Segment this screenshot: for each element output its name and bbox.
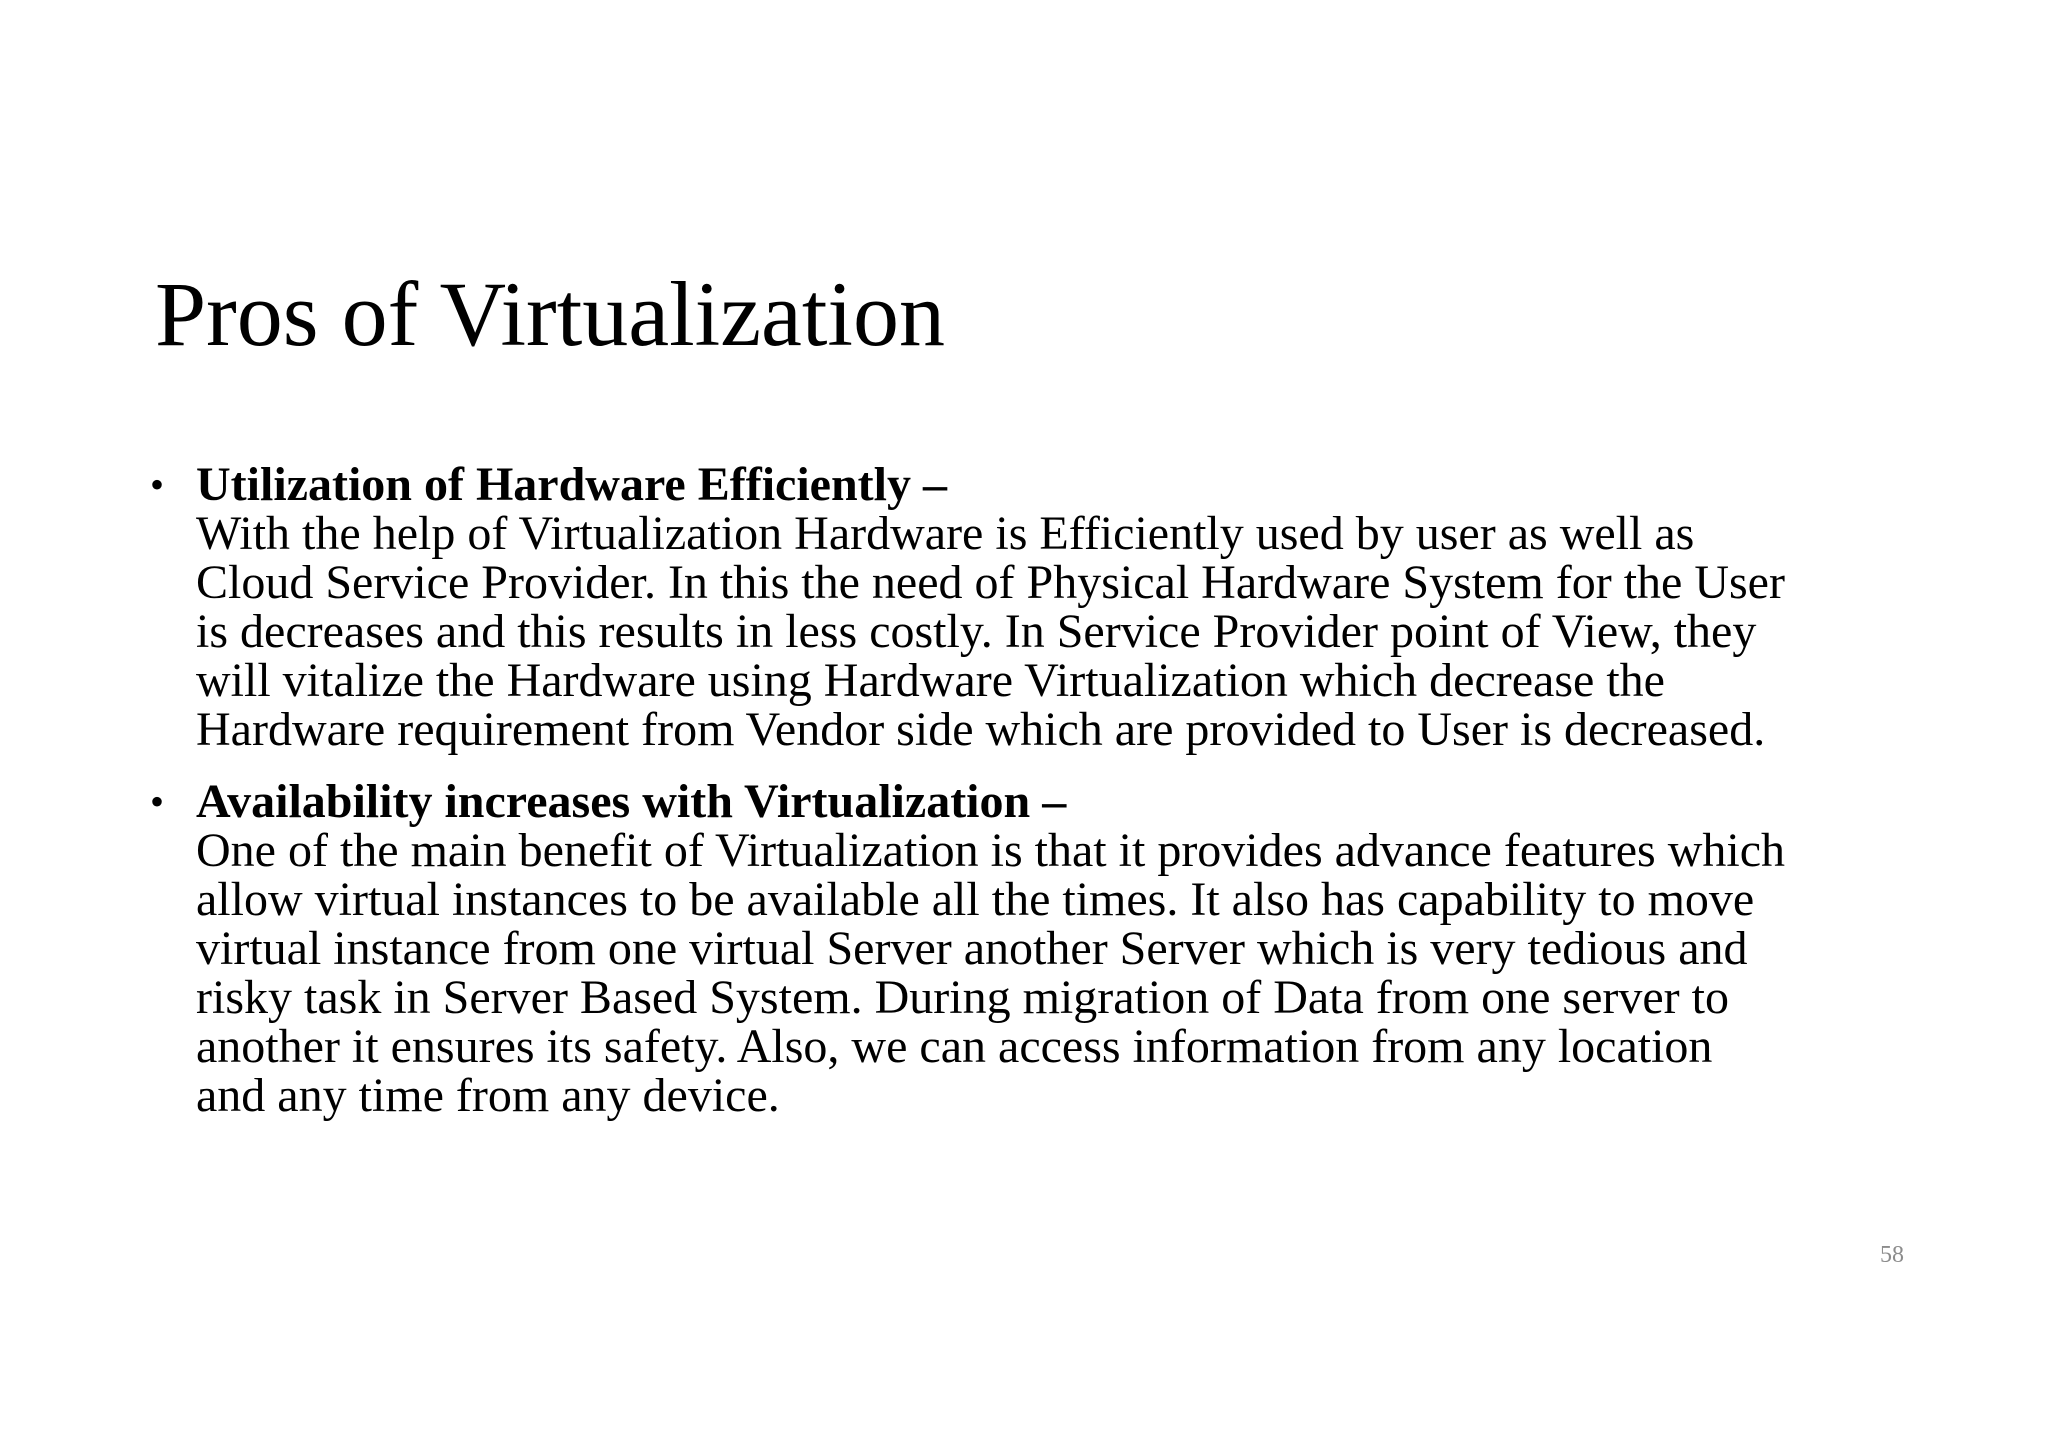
bullet-text-line: virtual instance from one virtual Server another Server which is very tedious and [196,922,1748,975]
slide-title: Pros of Virtualization [155,263,945,365]
bullet-text-line: and any time from any device. [196,1069,780,1122]
page-number: 58 [1880,1242,1904,1268]
bullet-availability [150,777,1910,1120]
bullet-text-line: With the help of Virtualization Hardware is Efficiently used by user as well as [196,507,1695,560]
bullet-text-line: risky task in Server Based System. During migration of Data from one server to [196,971,1729,1024]
bullet-text-line: another it ensures its safety. Also, we can access information from any location [196,1020,1713,1073]
bullet-text-line: Hardware requirement from Vendor side which are provided to User is decreased. [196,703,1766,756]
bullet-text-line: allow virtual instances to be available all the times. It also has capability to move [196,873,1755,926]
bullet-text-line: One of the main benefit of Virtualization is that it provides advance features which [196,824,1786,877]
bullet-text-line: Cloud Service Provider. In this the need of Physical Hardware System for the User [196,556,1785,609]
bullet-list [150,460,1910,1120]
bullet-dot-icon: • [150,779,165,824]
bullet-text-line: will vitalize the Hardware using Hardware Virtualization which decrease the [196,654,1665,707]
bullet-hardware-utilization [150,460,1910,754]
bullet-heading: Availability increases with Virtualization – [196,775,1067,828]
bullet-heading: Utilization of Hardware Efficiently – [196,458,947,511]
bullet-text-line: is decreases and this results in less costly. In Service Provider point of View, they [196,605,1757,658]
bullet-dot-icon: • [150,462,165,507]
